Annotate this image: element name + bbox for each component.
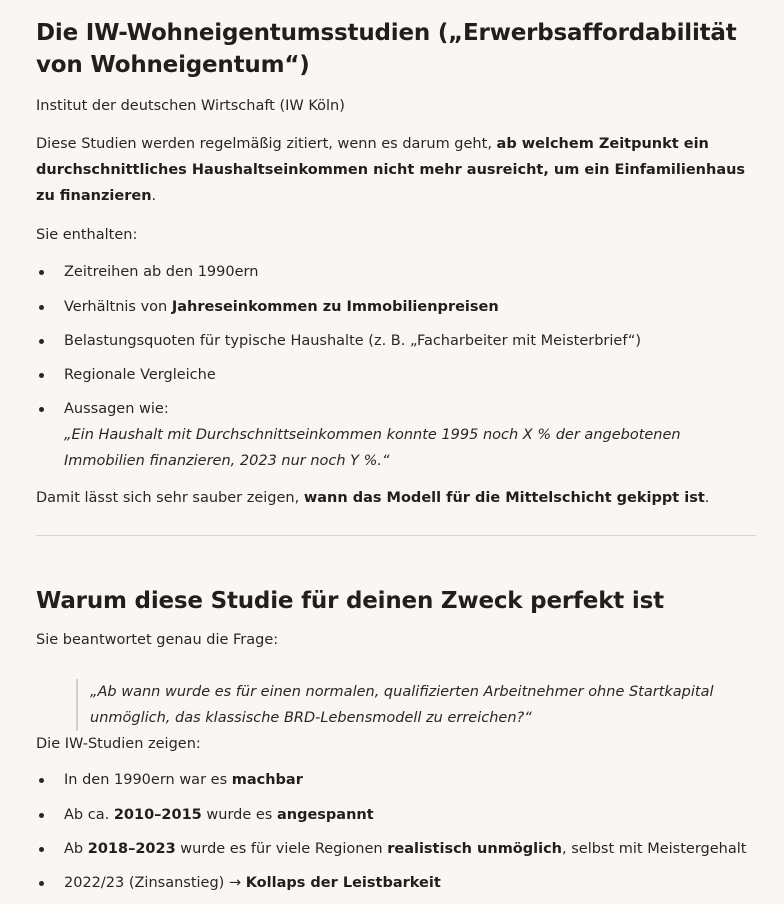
section-title-why-perfect: Warum diese Studie für deinen Zweck perfekt ist [36,588,664,614]
bullet-icon [39,339,44,344]
bullet-icon [39,407,44,412]
lead-paragraph: Sie beantwortet genau die Frage: [36,632,279,648]
source-line: Institut der deutschen Wirtschaft (IW Köln) [36,98,345,114]
intro-end: . [151,188,157,204]
shows-label: Die IW-Studien zeigen: [36,736,201,752]
intro-text: Diese Studien werden regelmäßig zitiert, wenn es darum geht, [36,136,497,152]
bullet-icon [39,847,44,852]
conclusion-paragraph: Damit lässt sich sehr sauber zeigen, wann das Modell für die Mittelschicht gekippt ist. [36,490,710,506]
intro-paragraph [36,131,756,209]
divider [36,535,756,536]
bullet-icon [39,373,44,378]
blockquote: „Ab wann wurde es für einen normalen, qualifizierten Arbeitnehmer ohne Startkapital unmöglich, das klassische BRD-Lebensmodell zu erreichen?“ [76,679,784,731]
bullet-icon [39,813,44,818]
bullet-icon [39,270,44,275]
bullet-icon [39,305,44,310]
intro-emphasis: ab welchem Zeitpunkt ein durchschnittliches Haushaltseinkommen nicht mehr ausreicht, um ein Einfamilienhaus zu finanzieren [36,136,746,204]
example-quote: „Ein Haushalt mit Durchschnittseinkommen konnte 1995 noch X % der angebotenen Immobilien finanzieren, 2023 nur noch Y %.“ [64,427,681,469]
section-title-iw-studies: Die IW-Wohneigentumsstudien („Erwerbsaffordabilität von Wohneigentum“) [36,20,737,78]
contains-label: Sie enthalten: [36,227,138,243]
bullet-icon [39,778,44,783]
bullet-icon [39,881,44,886]
